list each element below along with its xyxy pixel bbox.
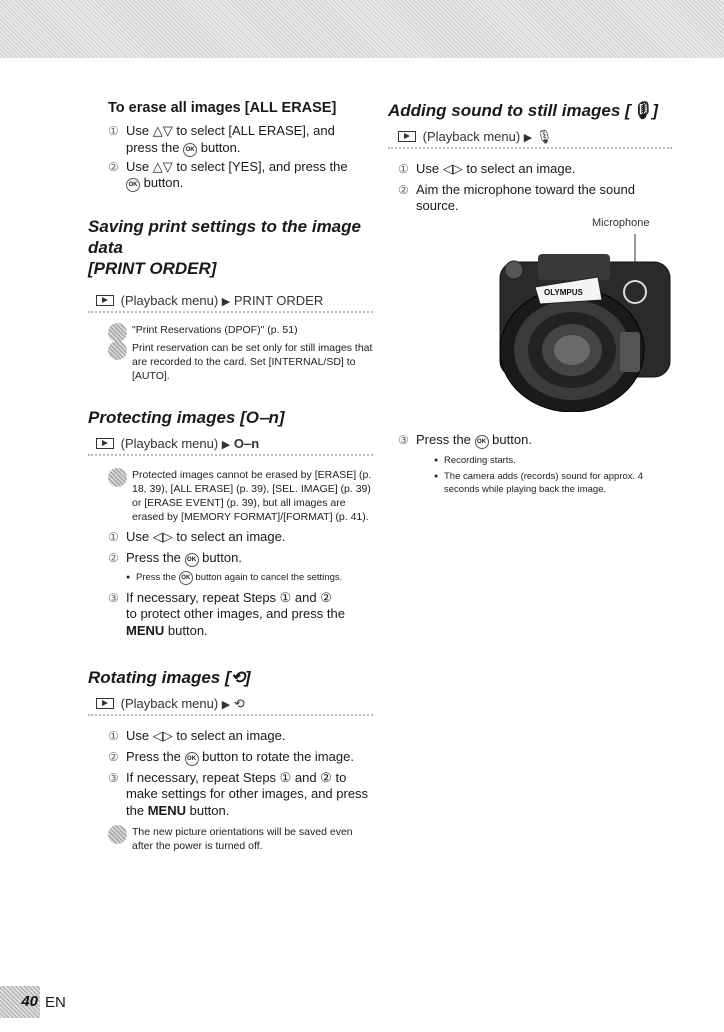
key-icon: O‒n	[233, 436, 260, 451]
ok-button-icon: OK	[183, 143, 197, 157]
rotate-step-2: ② Press the OK button to rotate the image.	[108, 748, 354, 764]
protect-step-1: ① Use ◁▷ to select an image.	[108, 529, 286, 544]
erase-step-1: ① Use △▽ to select [ALL ERASE], and press the OK button.	[108, 123, 335, 155]
arrow-icon: ▶	[221, 296, 231, 308]
erase-step-2: ② Use △▽ to select [YES], and press the OK button.	[108, 158, 348, 190]
rotate-icon: ⟲	[230, 668, 245, 687]
rotate-section	[88, 667, 373, 853]
erase-all-title: To erase all images [ALL ERASE]	[108, 100, 337, 116]
print-order-section	[88, 216, 373, 383]
sound-step-3-block	[398, 432, 678, 496]
protect-bullet: ● Press the OK button again to cancel the settings.	[126, 571, 373, 585]
rotate-title: Rotating images [⟲]	[88, 668, 251, 687]
protect-note: Protected images cannot be erased by [ERASE] (p. 18, 39), [ALL ERASE] (p. 39), [SEL. IMAGE] (p. 39) or [ERASE EVENT] (p. 39), but all images are erased by [MEMORY FORMAT]/[FORMAT] (p. 41).	[108, 468, 373, 524]
playback-icon	[96, 438, 114, 449]
playback-icon	[96, 698, 114, 709]
print-order-title: Saving print settings to the image data [PRINT ORDER]	[88, 217, 361, 278]
microphone-label: Microphone	[592, 217, 650, 229]
sound-bullet-1: ● Recording starts.	[434, 454, 678, 467]
page-number: 40	[0, 986, 40, 1018]
print-order-note-2: Print reservation can be set only for still images that are recorded to the card. Set [INTERNAL/SD] to [AUTO].	[108, 341, 373, 383]
print-order-menu-path: (Playback menu) ▶ PRINT ORDER	[88, 291, 373, 313]
protect-step-2: ② Press the OK button.	[108, 549, 242, 565]
note-icon	[108, 468, 127, 487]
microphone-icon: 🎙	[535, 129, 553, 144]
protect-step-3: ③ If necessary, repeat Steps ① and ② to protect other images, and press the MENU button.	[108, 589, 345, 638]
note-icon	[108, 323, 127, 342]
microphone-icon: 🎙	[630, 101, 653, 120]
protect-section	[88, 407, 373, 639]
rotate-step-3: ③ If necessary, repeat Steps ① and ② to make settings for other images, and press the MENU button.	[108, 769, 369, 818]
note-icon	[108, 825, 127, 844]
rotate-step-1: ① Use ◁▷ to select an image.	[108, 728, 286, 743]
ok-button-icon: OK	[185, 553, 199, 567]
note-icon	[108, 341, 127, 360]
arrow-icon: ▶	[523, 132, 533, 144]
rotate-menu-path: (Playback menu) ▶ ⟲	[88, 694, 373, 716]
sound-menu-path: (Playback menu) ▶ 🎙	[388, 127, 672, 149]
rotate-note: The new picture orientations will be saved even after the power is turned off.	[108, 825, 373, 853]
ok-button-icon: OK	[475, 435, 489, 449]
ok-button-icon: OK	[185, 752, 199, 766]
playback-icon	[398, 131, 416, 142]
header-band	[0, 0, 724, 58]
protect-title: Protecting images [O‒n]	[88, 408, 285, 427]
ok-button-icon: OK	[126, 178, 140, 192]
protect-menu-path: (Playback menu) ▶ O‒n	[88, 434, 373, 456]
sound-step-1: ① Use ◁▷ to select an image.	[398, 161, 576, 176]
ok-button-icon: OK	[179, 571, 193, 585]
left-column	[88, 100, 373, 853]
camera-brand: OLYMPUS	[544, 288, 583, 297]
print-order-note-1: "Print Reservations (DPOF)" (p. 51)	[108, 323, 373, 337]
erase-all-section	[88, 100, 373, 192]
rotate-icon: ⟲	[233, 696, 245, 711]
key-icon: O‒n	[245, 408, 279, 427]
arrow-icon: ▶	[221, 699, 231, 711]
sound-step-2: ② Aim the microphone toward the sound source.	[398, 181, 635, 213]
sound-step-3: ③ Press the OK button.	[398, 432, 532, 447]
sound-bullet-2: ● The camera adds (records) sound for approx. 4 seconds while playing back the image.	[434, 470, 678, 496]
playback-icon	[96, 295, 114, 306]
right-column	[388, 100, 672, 215]
sound-title: Adding sound to still images [🎙]	[388, 101, 658, 120]
camera-illustration	[480, 232, 680, 412]
language-label: EN	[45, 994, 66, 1011]
arrow-icon: ▶	[221, 439, 231, 451]
